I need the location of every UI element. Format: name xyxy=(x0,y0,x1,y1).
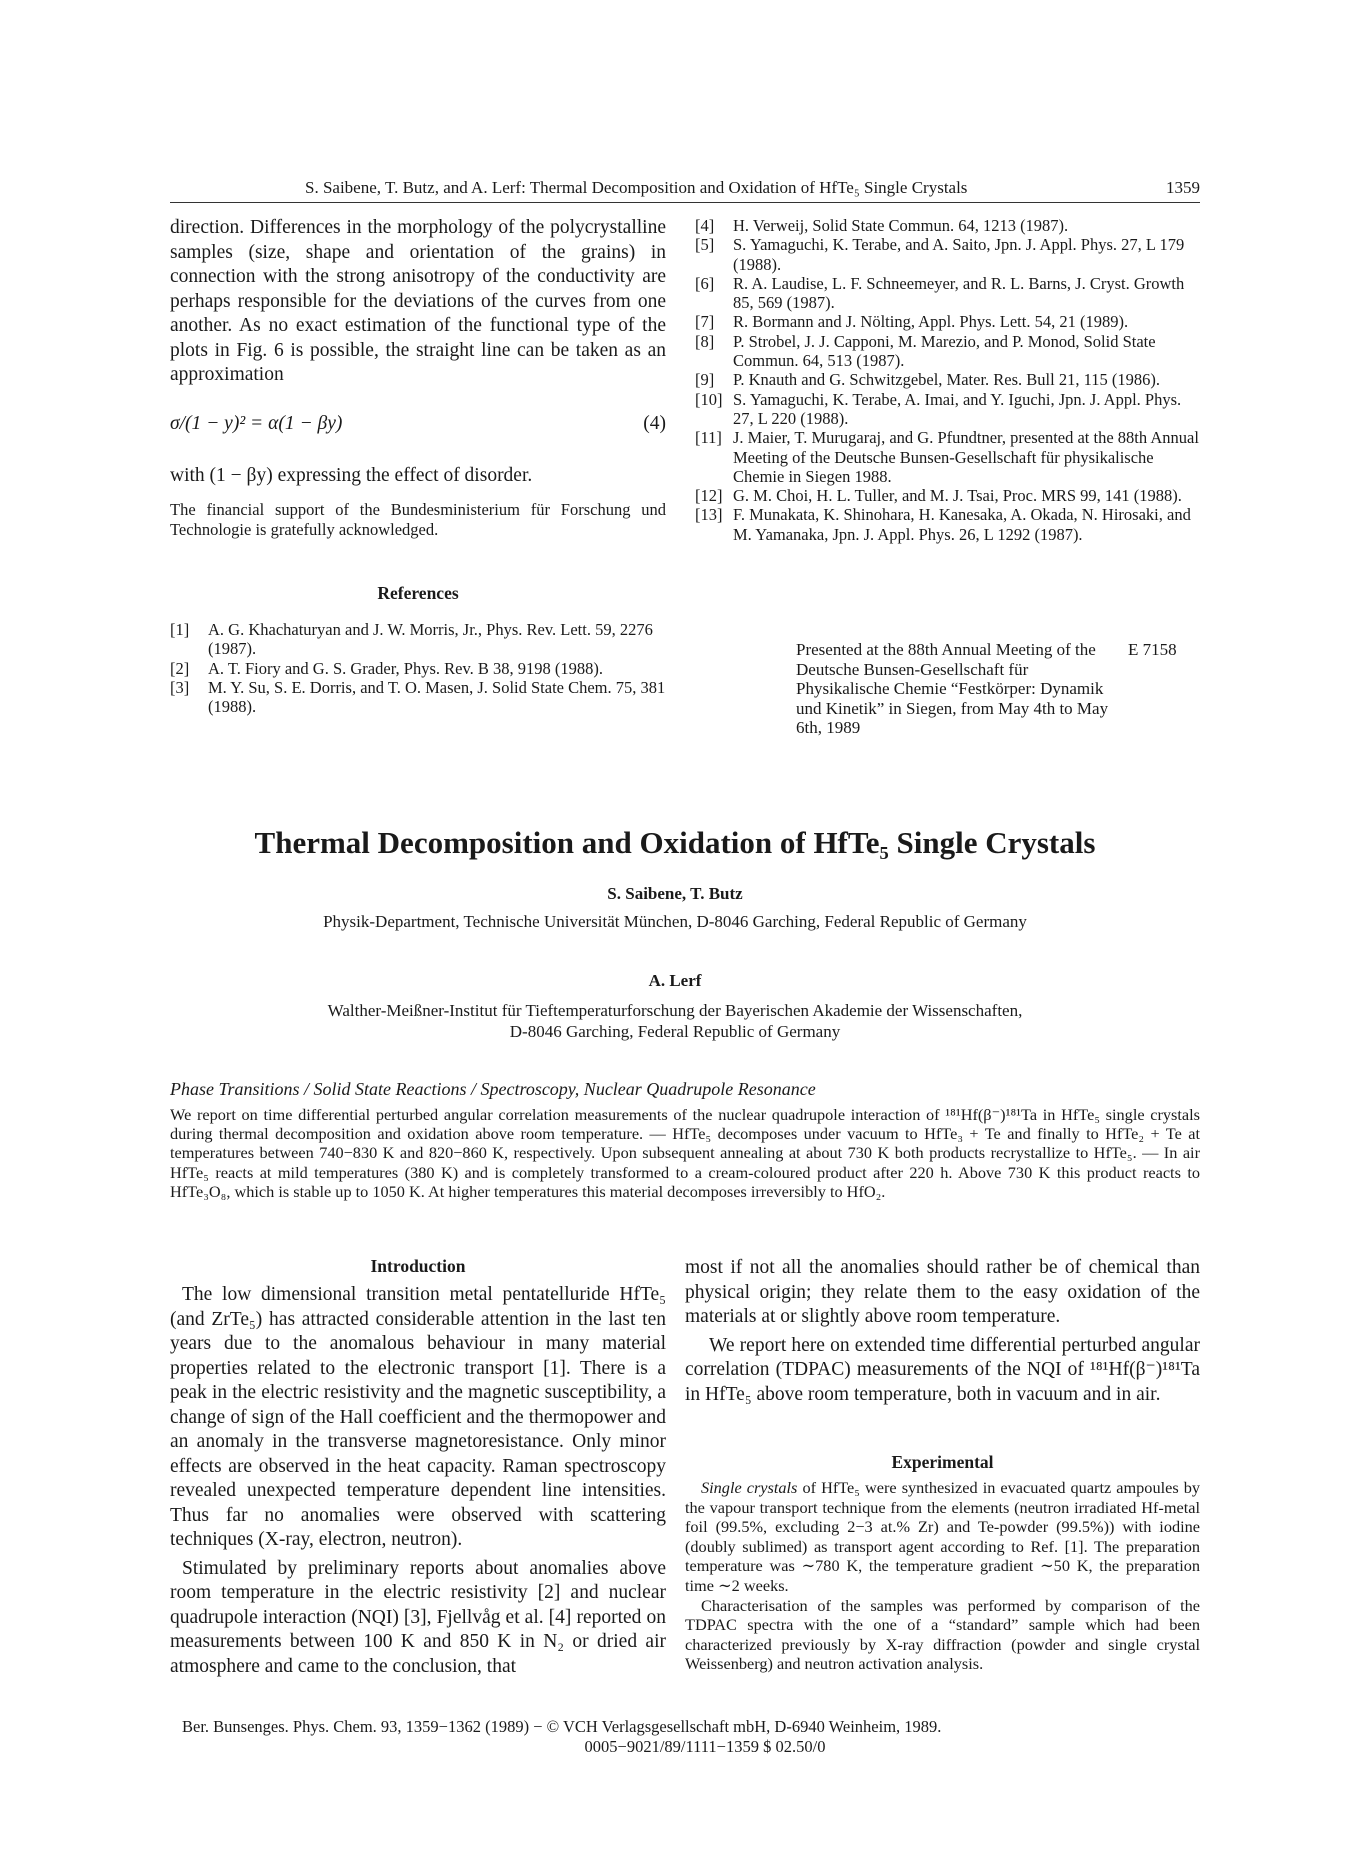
affiliation-2 xyxy=(0,1000,1350,1042)
reference-text: G. M. Choi, H. L. Tuller, and M. J. Tsai, Proc. MRS 99, 141 (1988). xyxy=(733,486,1182,506)
reference-text: A. G. Khachaturyan and J. W. Morris, Jr., Phys. Rev. Lett. 59, 2276 (1987). xyxy=(208,620,653,659)
experimental-paragraph-1: Single crystals of HfTe₅ were synthesized in evacuated quartz ampoules by the vapour transport technique from the elements (neutron irradiated Hf-metal foil (99.5%, excluding 2−3 at.% Zr) and Te-powder (99.5%)) with iodine (doubly sublimed) as transport agent according to Ref. [1]. The preparation temperature was ∼780 K, the temperature gradient ∼50 K, the preparation time ∼2 weeks. xyxy=(685,1478,1201,1595)
reference-text: S. Yamaguchi, K. Terabe, and A. Saito, Jpn. J. Appl. Phys. 27, L 179 (1988). xyxy=(733,235,1185,274)
reference-text: H. Verweij, Solid State Commun. 64, 1213 (1987). xyxy=(733,216,1069,235)
reference-item xyxy=(695,274,1200,313)
reference-text: F. Munakata, K. Shinohara, H. Kanesaka, A. Okada, N. Hirosaki, and M. Yamanaka, Jpn. J. Appl. Phys. 26, L 1292 (1987). xyxy=(733,505,1191,544)
affiliation-2-line1: Walther-Meißner-Institut für Tieftemperaturforschung der Bayerischen Akademie der Wissenschaften, xyxy=(327,1001,1023,1020)
reference-item xyxy=(695,428,1200,486)
reference-number: [8] xyxy=(695,331,715,351)
reference-item xyxy=(170,620,666,659)
reference-number: [9] xyxy=(695,370,715,390)
after-equation-text: with (1 − βy) expressing the effect of disorder. xyxy=(170,464,533,486)
prev-left-column xyxy=(170,216,666,539)
affiliation-2-line2: D-8046 Garching, Federal Republic of Germany xyxy=(509,1022,841,1041)
references-list-left xyxy=(170,620,666,716)
reference-number: [7] xyxy=(695,312,715,332)
abstract: We report on time differential perturbed angular correlation measurements of the nuclear quadrupole interaction of ¹⁸¹Hf(β⁻)¹⁸¹Ta in HfTe₅ single crystals during thermal decomposition and oxidation above room temperature. — HfTe₅ decomposes under vacuum to HfTe₃ + Te and finally to HfTe₂ + Te at temperatures between 740−830 K and 820−860 K, respectively. Upon subsequent annealing at about 730 K both products recrystallize to HfTe₅. — In air HfTe₅ reacts at mild temperatures (380 K) and is completely transformed to a cream-coloured product after 220 h. Above 730 K this product reacts to HfTe₃O₈, which is stable up to 1050 K. At higher temperatures this material decomposes irreversibly to HfO₂. xyxy=(170,1105,1200,1201)
affiliation-1: Physik-Department, Technische Universität München, D-8046 Garching, Federal Republic of Germany xyxy=(323,912,1027,931)
equation-number: (4) xyxy=(643,412,666,434)
intro-paragraph-2: Stimulated by preliminary reports about anomalies above room temperature in the electric resistivity [2] and nuclear quadrupole interaction (NQI) [3], Fjellvåg et al. [4] reported on measurements between 100 K and 850 K in N₂ or dried air atmosphere and came to the conclusion, that xyxy=(170,1557,666,1677)
reference-item xyxy=(170,659,666,678)
intro-right-column xyxy=(685,1256,1200,1407)
experimental-text xyxy=(685,1478,1200,1674)
running-title: S. Saibene, T. Butz, and A. Lerf: Thermal Decomposition and Oxidation of HfTe₅ Single Crystals xyxy=(305,178,968,197)
prev-body-text: direction. Differences in the morphology of the polycrystalline samples (size, shape and orientation of the grains) in connection with the strong anisotropy of the conductivity are perhaps responsible for the deviations of the curves from one another. As no exact estimation of the functional type of the plots in Fig. 6 is possible, the straight line can be taken as an approximation xyxy=(170,217,666,385)
intro-paragraph-4: We report here on extended time differential perturbed angular correlation (TDPAC) measurements of the NQI of ¹⁸¹Hf(β⁻)¹⁸¹Ta in HfTe₅ above room temperature, both in vacuum and in air. xyxy=(685,1334,1200,1405)
reference-number: [3] xyxy=(170,677,190,697)
references-heading: References xyxy=(377,583,459,603)
reference-item xyxy=(695,312,1200,331)
reference-item xyxy=(695,216,1200,235)
intro-paragraph-1: The low dimensional transition metal pentatelluride HfTe₅ (and ZrTe₅) has attracted considerable attention in the last ten years due to the anomalous behaviour in many material properties related to the electronic transport [1]. There is a peak in the electric resistivity and the magnetic susceptibility, a change of sign of the Hall coefficient and the thermopower and an anomaly in the transverse magnetoresistance. Only minor effects are observed in the heat capacity. Raman spectroscopy revealed unexpected temperature dependent line intensities. Thus far no anomalies were observed with scattering techniques (X-ray, electron, neutron). xyxy=(170,1284,666,1550)
reference-item xyxy=(695,505,1200,544)
reference-text: R. A. Laudise, L. F. Schneemeyer, and R. L. Barns, J. Cryst. Growth 85, 569 (1987). xyxy=(733,273,1185,313)
running-header xyxy=(170,176,1200,198)
footer xyxy=(170,1717,1200,1756)
experimental-heading: Experimental xyxy=(891,1452,994,1472)
reference-number: [12] xyxy=(695,486,723,506)
header-rule xyxy=(170,202,1200,203)
experimental-lead: Single crystals xyxy=(701,1478,798,1497)
footer-citation: Ber. Bunsenges. Phys. Chem. 93, 1359−1362 (1989) − © VCH Verlagsgesellschaft mbH, D-6940 Weinheim, 1989. xyxy=(182,1717,942,1736)
reference-text: M. Y. Su, S. E. Dorris, and T. O. Masen, J. Solid State Chem. 75, 381 (1988). xyxy=(208,677,666,717)
introduction-heading: Introduction xyxy=(370,1256,466,1276)
reference-text: P. Strobel, J. J. Capponi, M. Marezio, and P. Monod, Solid State Commun. 64, 513 (1987). xyxy=(733,331,1156,371)
reference-item xyxy=(695,486,1200,505)
keywords: Phase Transitions / Solid State Reactions / Spectroscopy, Nuclear Quadrupole Resonance xyxy=(170,1079,816,1099)
reference-item xyxy=(695,332,1200,371)
reference-number: [5] xyxy=(695,235,715,255)
reference-number: [13] xyxy=(695,505,723,525)
page-number: 1359 xyxy=(1166,178,1200,197)
acknowledgement: The financial support of the Bundesministerium für Forschung und Technologie is gratefully acknowledged. xyxy=(170,500,666,539)
reference-number: [6] xyxy=(695,273,715,293)
intro-paragraph-3: most if not all the anomalies should rather be of chemical than physical origin; they relate them to the easy oxidation of the materials at or slightly above room temperature. xyxy=(685,1257,1200,1327)
references-list-right xyxy=(695,216,1200,544)
article-code: E 7158 xyxy=(1128,640,1177,659)
reference-item xyxy=(695,370,1200,389)
reference-text: J. Maier, T. Murugaraj, and G. Pfundtner, presented at the 88th Annual Meeting of the Deutsche Bunsen-Gesellschaft für physikalische Chemie in Siegen 1988. xyxy=(733,428,1199,486)
reference-item xyxy=(695,235,1200,274)
authors-1: S. Saibene, T. Butz xyxy=(607,884,743,903)
reference-text: A. T. Fiory and G. S. Grader, Phys. Rev. B 38, 9198 (1988). xyxy=(208,658,604,678)
reference-number: [11] xyxy=(695,428,722,448)
reference-text: R. Bormann and J. Nölting, Appl. Phys. Lett. 54, 21 (1989). xyxy=(733,312,1129,332)
reference-item xyxy=(695,390,1200,429)
reference-number: [10] xyxy=(695,389,723,409)
reference-item xyxy=(170,678,666,717)
reference-number: [4] xyxy=(695,216,715,235)
equation-block xyxy=(170,412,666,442)
reference-text: P. Knauth and G. Schwitzgebel, Mater. Res. Bull 21, 115 (1986). xyxy=(733,370,1160,390)
reference-number: [1] xyxy=(170,620,190,639)
footer-issn: 0005−9021/89/1111−1359 $ 02.50/0 xyxy=(584,1736,826,1756)
article-title: Thermal Decomposition and Oxidation of HfTe₅ Single Crystals xyxy=(254,825,1096,860)
reference-text: S. Yamaguchi, K. Terabe, A. Imai, and Y. Iguchi, Jpn. J. Appl. Phys. 27, L 220 (1988). xyxy=(733,389,1182,428)
reference-number: [2] xyxy=(170,658,190,678)
presented-note: Presented at the 88th Annual Meeting of the Deutsche Bunsen-Gesellschaft für Physikalische Chemie “Festkörper: Dynamik und Kinetik” in Siegen, from May 4th to May 6th, 1989 xyxy=(796,640,1109,737)
equation: σ/(1 − y)² = α(1 − βy) xyxy=(170,412,343,434)
authors-2: A. Lerf xyxy=(648,971,702,990)
intro-left-column xyxy=(170,1283,666,1679)
experimental-paragraph-2: Characterisation of the samples was performed by comparison of the TDPAC spectra with the one of a “standard” sample which had been characterized previously by X-ray diffraction (powder and single crystal Weissenberg) and neutron activation analysis. xyxy=(685,1595,1200,1674)
